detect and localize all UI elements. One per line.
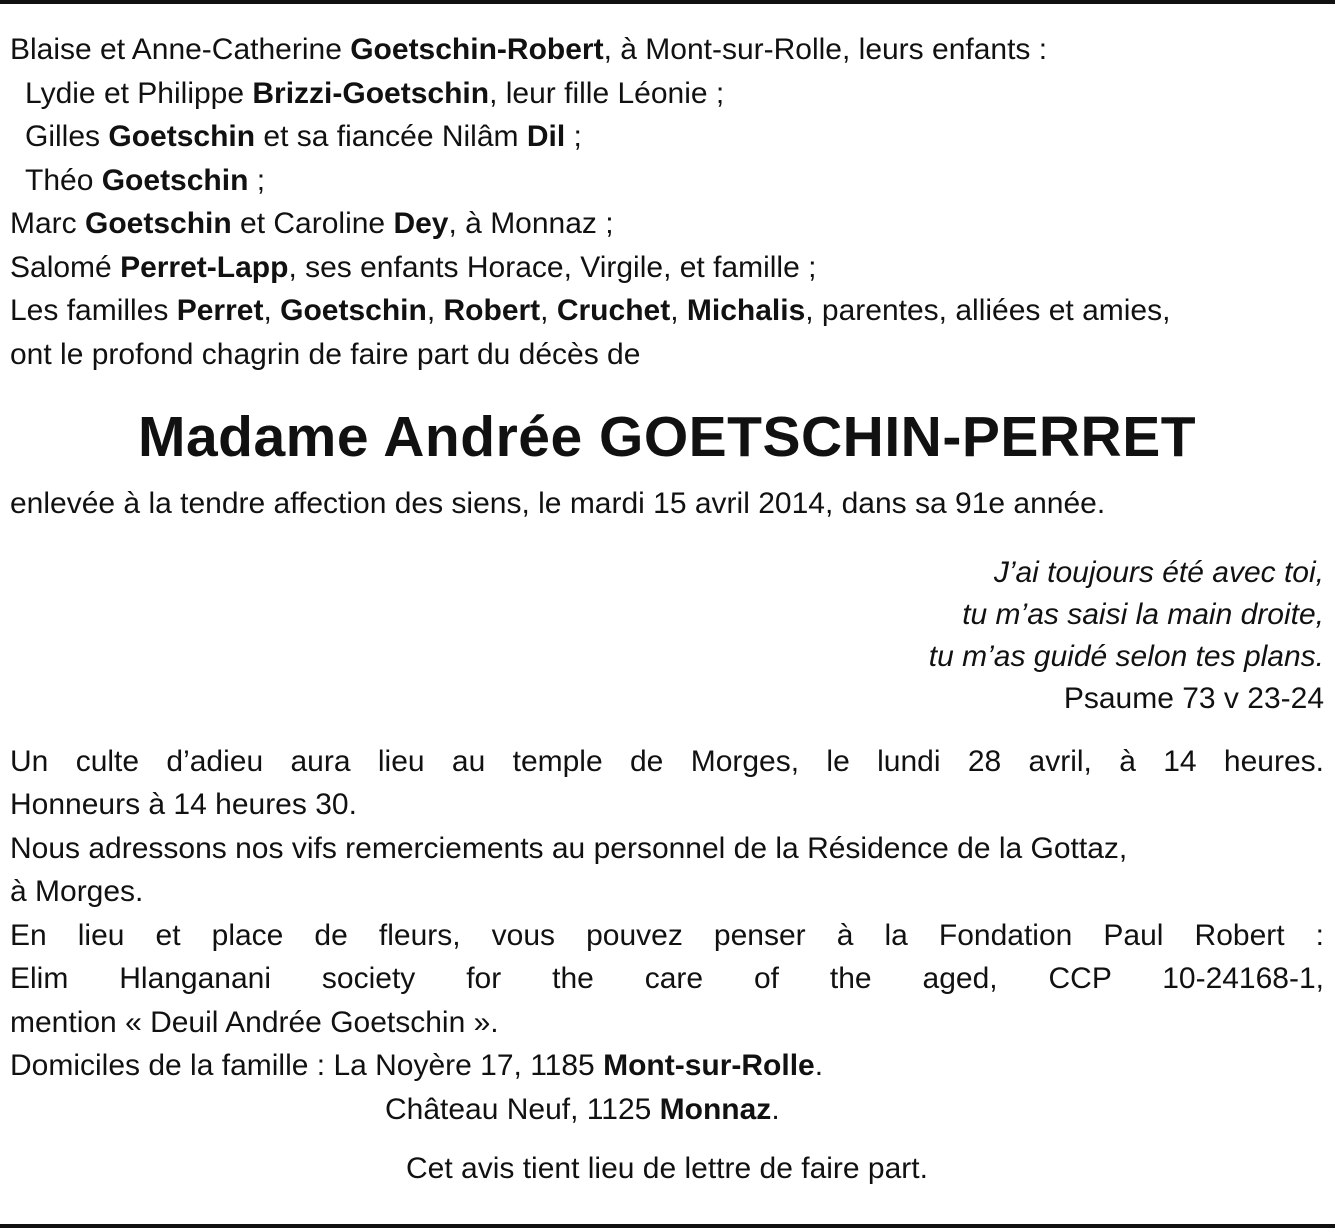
- text: ;: [565, 120, 582, 153]
- death-notice-line: enlevée à la tendre affection des siens, le mardi 15 avril 2014, dans sa 91e année.: [10, 487, 1106, 520]
- bottom-border-rule: [0, 1224, 1335, 1228]
- domicile-line-2: [10, 1088, 1324, 1132]
- separator: ,: [670, 294, 687, 327]
- thanks-line-2: à Morges.: [10, 875, 144, 908]
- verse-line-2: tu m’as saisi la main droite,: [962, 597, 1324, 631]
- donation-line-1: En lieu et place de fleurs, vous pouvez penser à la Fondation Paul Robert :: [10, 918, 1324, 952]
- text: , leur fille Léonie ;: [489, 76, 725, 110]
- surname: Michalis: [686, 294, 806, 327]
- family-line-2: [10, 72, 1324, 116]
- service-line-1: Un culte d’adieu aura lieu au temple de Morges, le lundi 28 avril, à 14 heures.: [10, 744, 1324, 778]
- spacer: [10, 720, 1324, 740]
- text: , ses enfants Horace, Virgile, et famille ;: [288, 250, 817, 284]
- domicile-line-1: [10, 1044, 1324, 1088]
- text: et sa fiancée Nilâm: [255, 120, 527, 153]
- text: ;: [248, 163, 266, 197]
- family-line-6: [10, 246, 1324, 290]
- separator: ,: [426, 294, 444, 327]
- separator: ,: [540, 294, 557, 327]
- surname: Perret: [176, 294, 264, 327]
- text: Marc: [10, 207, 85, 240]
- family-line-5: [10, 202, 1324, 246]
- obituary-notice: [10, 28, 1324, 1191]
- surname: Goetschin: [101, 163, 249, 197]
- thanks-line-1: Nous adressons nos vifs remerciements au personnel de la Résidence de la Gottaz,: [10, 831, 1128, 865]
- surname: Dey: [393, 207, 449, 240]
- text: Théo: [25, 163, 102, 197]
- surname: Goetschin: [85, 207, 232, 240]
- donation-line-3: mention « Deuil Andrée Goetschin ».: [10, 1005, 499, 1039]
- verse-line-1: J’ai toujours été avec toi,: [993, 555, 1324, 589]
- text: Salomé: [10, 250, 121, 284]
- closing-line: Cet avis tient lieu de lettre de faire part.: [406, 1152, 928, 1185]
- separator: ,: [263, 294, 281, 327]
- address: Château Neuf, 1125: [385, 1092, 660, 1126]
- text: Gilles: [25, 120, 109, 153]
- family-line-4: [10, 159, 1324, 203]
- text: , parentes, alliées et amies,: [805, 294, 1171, 327]
- text: Lydie et Philippe: [25, 76, 253, 110]
- surname: Brizzi-Goetschin: [252, 76, 490, 110]
- surname: Goetschin: [280, 294, 427, 327]
- surname: Dil: [526, 120, 566, 153]
- text: Blaise et Anne-Catherine: [10, 33, 351, 66]
- surname: Perret-Lapp: [120, 250, 289, 284]
- domicile-label: Domiciles de la famille :: [10, 1049, 334, 1082]
- text: .: [771, 1092, 780, 1126]
- family-line-8: ont le profond chagrin de faire part du décès de: [10, 337, 641, 371]
- address: La Noyère 17, 1185: [333, 1049, 604, 1082]
- text: .: [814, 1049, 824, 1082]
- city: Monnaz: [659, 1092, 772, 1126]
- surname: Goetschin: [108, 120, 256, 153]
- family-line-1: [10, 28, 1324, 72]
- donation-line-2: Elim Hlanganani society for the care of the aged, CCP 10-24168-1,: [10, 962, 1324, 995]
- text: , à Monnaz ;: [448, 207, 614, 240]
- surname: Goetschin-Robert: [350, 33, 604, 66]
- spacer: [10, 1131, 1324, 1147]
- surname: Robert: [443, 294, 541, 327]
- city: Mont-sur-Rolle: [603, 1049, 815, 1082]
- verse-reference: Psaume 73 v 23-24: [1063, 681, 1324, 715]
- top-border-rule: [0, 0, 1335, 4]
- deceased-name-heading: Madame Andrée GOETSCHIN-PERRET: [137, 405, 1197, 469]
- text: , à Mont-sur-Rolle, leurs enfants :: [603, 33, 1048, 66]
- text: et Caroline: [231, 207, 394, 240]
- verse-line-3: tu m’as guidé selon tes plans.: [928, 639, 1324, 673]
- family-line-7: [10, 289, 1324, 333]
- surname: Cruchet: [556, 294, 671, 327]
- text: Les familles: [10, 294, 177, 327]
- family-line-3: [10, 115, 1324, 159]
- service-line-2: Honneurs à 14 heures 30.: [10, 788, 357, 821]
- psalm-verse: [10, 552, 1324, 720]
